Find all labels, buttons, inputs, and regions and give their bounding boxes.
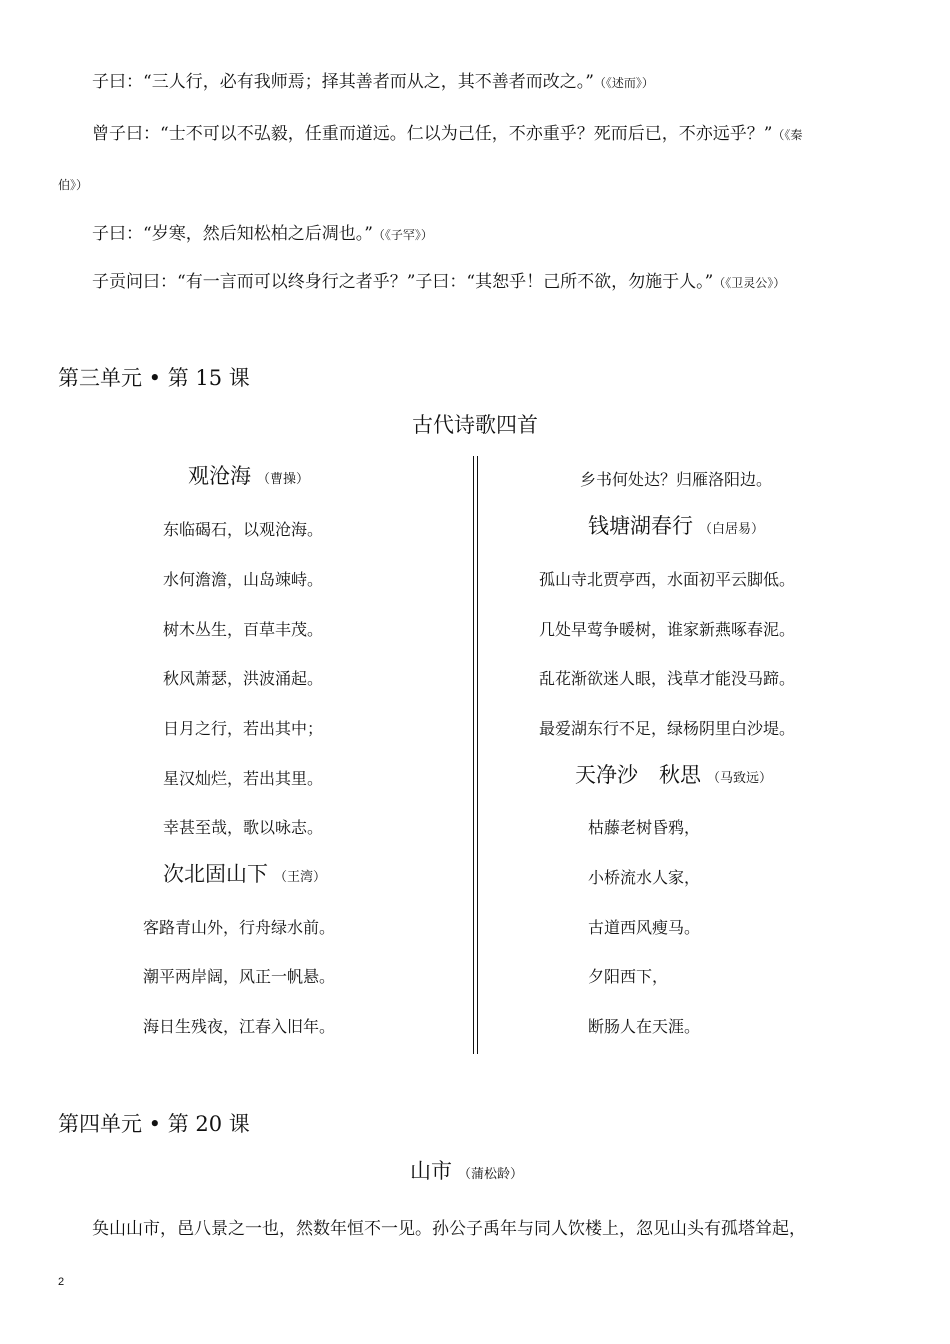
quote-4-source: （《卫灵公》）	[713, 276, 786, 290]
poem4-line: 断肠人在天涯。	[588, 1017, 701, 1036]
poem2-title	[163, 860, 326, 892]
unit3-title: 古代诗歌四首	[412, 413, 538, 437]
poem1-line: 日月之行，若出其中；	[163, 719, 324, 738]
poem4-title	[575, 761, 772, 793]
poem3-line: 最爱湖东行不足，绿杨阴里白沙堤。	[539, 719, 796, 738]
quote-3	[58, 222, 898, 247]
page-number: 2	[58, 1276, 65, 1288]
quote-1-text: 子曰：“三人行，必有我师焉；择其善者而从之，其不善者而改之。”	[92, 72, 594, 92]
quote-1	[58, 70, 898, 95]
poem3-title	[588, 512, 764, 544]
poem1-line: 秋风萧瑟，洪波涌起。	[163, 669, 324, 688]
poem4-line: 夕阳西下，	[588, 967, 669, 986]
poem1-title	[188, 462, 309, 494]
unit4-body	[58, 1217, 898, 1241]
poem2-line: 潮平两岸阔，风正一帆悬。	[143, 967, 336, 986]
poem2-line: 客路青山外，行舟绿水前。	[143, 918, 336, 937]
unit4-title-text: 山市	[410, 1159, 452, 1183]
poem3-line: 乱花渐欲迷人眼，浅草才能没马蹄。	[539, 669, 796, 688]
poem4-line: 枯藤老树昏鸦，	[588, 818, 701, 837]
poem2-title-text: 次北固山下	[163, 862, 268, 886]
poem2-continued-line: 乡书何处达？归雁洛阳边。	[580, 470, 773, 489]
poem3-line: 孤山寺北贾亭西，水面初平云脚低。	[539, 570, 796, 589]
unit4-body-text: 奂山山市，邑八景之一也，然数年恒不一见。孙公子禹年与同人饮楼上，忽见山头有孤塔耸起，	[92, 1219, 806, 1239]
quote-2-source-cont: 伯》）	[58, 178, 89, 192]
poem1-author: （曹操）	[257, 472, 310, 487]
poem1-line: 东临碣石，以观沧海。	[163, 520, 324, 539]
column-divider	[473, 456, 478, 1054]
unit3-heading: 第三单元 • 第 15 课	[58, 366, 250, 390]
poem1-line: 幸甚至哉，歌以咏志。	[163, 818, 324, 837]
poem2-line: 海日生残夜，江春入旧年。	[143, 1017, 336, 1036]
poem3-author: （白居易）	[699, 522, 765, 537]
quote-3-source: （《子罕》）	[372, 228, 433, 242]
quote-2-text: 曾子曰：“士不可以不弘毅，任重而道远。仁以为己任，不亦重乎？死而后已，不亦远乎？”	[92, 124, 773, 144]
poem4-author: （马致远）	[707, 771, 773, 786]
poem2-author: （王湾）	[274, 870, 327, 885]
quote-4	[58, 270, 898, 295]
unit4-author: （蒲松龄）	[458, 1167, 524, 1182]
poem3-line: 几处早莺争暖树，谁家新燕啄春泥。	[539, 620, 796, 639]
quote-1-source: （《述而》）	[593, 76, 654, 90]
unit4-title	[410, 1157, 523, 1189]
poem4-line: 小桥流水人家，	[588, 868, 701, 887]
quote-2-cont	[58, 172, 898, 197]
quote-4-text: 子贡问曰：“有一言而可以终身行之者乎？”子曰：“其恕乎！己所不欲，勿施于人。”	[92, 272, 714, 292]
poem4-title-text: 天净沙 秋思	[575, 763, 701, 787]
quote-2	[58, 122, 898, 147]
unit4-heading: 第四单元 • 第 20 课	[58, 1112, 250, 1136]
poem3-title-text: 钱塘湖春行	[588, 514, 693, 538]
poem1-line: 树木丛生，百草丰茂。	[163, 620, 324, 639]
poem1-line: 水何澹澹，山岛竦峙。	[163, 570, 324, 589]
quote-3-text: 子曰：“岁寒，然后知松柏之后凋也。”	[92, 224, 373, 244]
quote-2-source: （《秦	[772, 128, 803, 142]
poem1-title-text: 观沧海	[188, 464, 251, 488]
poem4-line: 古道西风瘦马。	[588, 918, 701, 937]
poem1-line: 星汉灿烂，若出其里。	[163, 769, 324, 788]
